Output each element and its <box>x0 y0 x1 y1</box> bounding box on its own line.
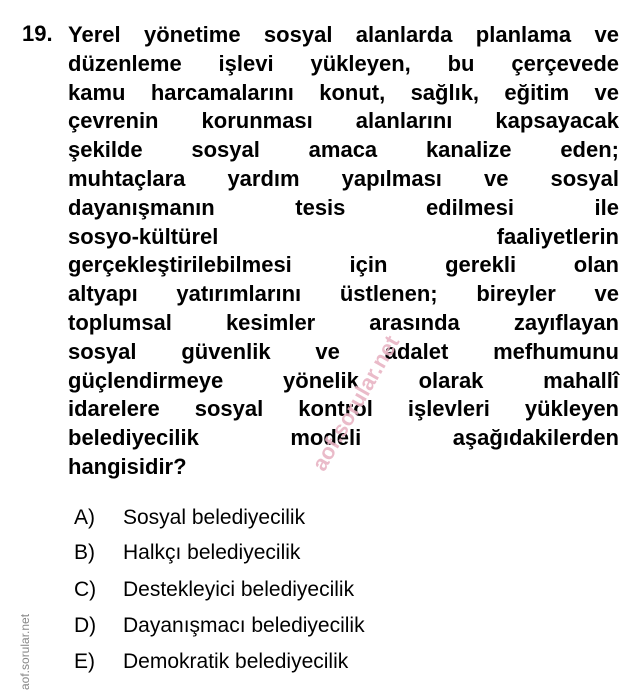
option-text: Halkçı belediyecilik <box>123 541 301 564</box>
option-label: B) <box>74 541 95 564</box>
question-line: idarelere sosyal kontrol işlevleri yükleyen <box>68 396 619 422</box>
question-line: şekilde sosyal amaca kanalize eden; <box>68 137 619 163</box>
question-line: belediyecilik modeli aşağıdakilerden <box>68 425 619 451</box>
question-line: çevrenin korunması alanlarını kapsayacak <box>68 108 619 134</box>
question-line: Yerel yönetime sosyal alanlarda planlama ve <box>68 22 619 47</box>
option-text: Sosyal belediyecilik <box>123 506 306 529</box>
question-line: sosyo-kültürel faaliyetlerin <box>68 223 619 249</box>
option-text: Demokratik belediyecilik <box>123 650 349 673</box>
watermark: aof.sorular.net <box>306 331 405 475</box>
option-label: A) <box>74 506 95 529</box>
question-line: dayanışmanın tesis edilmesi ile <box>68 194 619 220</box>
question-line: kamu harcamalarını konut, sağlık, eğitim ve <box>68 79 619 105</box>
question-line: düzenleme işlevi yükleyen, bu çerçevede <box>68 50 619 76</box>
question-number: 19. <box>22 21 53 46</box>
option-text: Dayanışmacı belediyecilik <box>123 614 365 637</box>
option-e[interactable] <box>74 647 348 677</box>
question-line: altyapı yatırımlarını üstlenen; bireyler ve <box>68 281 619 307</box>
question-line: hangisidir? <box>68 453 187 479</box>
question-line: sosyal güvenlik ve adalet mefhumunu <box>68 338 619 364</box>
question-line: toplumsal kesimler arasında zayıflayan <box>68 309 619 335</box>
option-a[interactable] <box>74 503 305 533</box>
question-line: muhtaçlara yardım yapılması ve sosyal <box>68 165 619 191</box>
option-b[interactable] <box>74 538 300 568</box>
option-c[interactable] <box>74 575 354 605</box>
option-label: E) <box>74 650 95 673</box>
side-watermark: aof.sorular.net <box>18 613 32 690</box>
question-line: gerçekleştirilebilmesi için gerekli olan <box>68 252 619 278</box>
option-text: Destekleyici belediyecilik <box>123 578 355 601</box>
option-d[interactable] <box>74 611 365 641</box>
option-label: D) <box>74 614 97 637</box>
option-label: C) <box>74 578 97 601</box>
question-line: güçlendirmeye yönelik olarak mahallî <box>68 367 619 393</box>
